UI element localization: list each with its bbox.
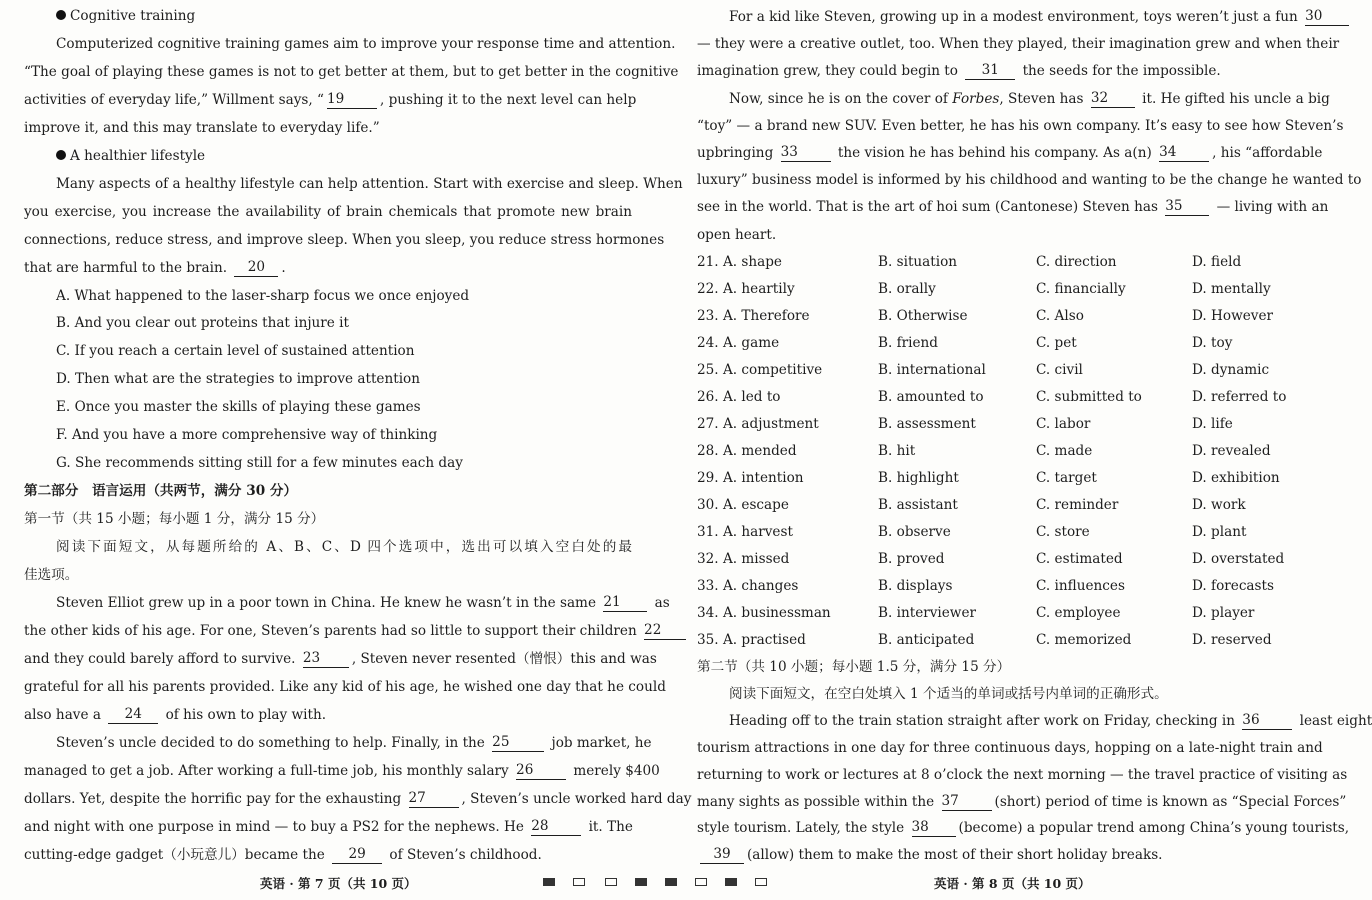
answer-blank: 28 xyxy=(531,817,581,836)
option-choice: B. hit xyxy=(878,443,916,459)
option-choice: D. player xyxy=(1192,605,1255,621)
option-choice: 21. A. shape xyxy=(697,254,782,270)
option-row xyxy=(697,249,1305,276)
option-row xyxy=(697,276,1305,303)
page-7 xyxy=(24,0,692,900)
option-choice: D. forecasts xyxy=(1192,578,1274,594)
option-choice: B. Otherwise xyxy=(878,308,968,324)
option-choice: B. assistant xyxy=(878,497,958,513)
answer-blank: 27 xyxy=(409,789,459,808)
text-line: many sights as possible within the 37 (short) period of time is known as “Special Forces” xyxy=(697,792,1347,810)
option-choice: D. revealed xyxy=(1192,443,1271,459)
option-choice: 31. A. harvest xyxy=(697,524,793,540)
option-choice: B. observe xyxy=(878,524,951,540)
page-indicator-square[interactable] xyxy=(695,878,707,886)
option-choice: 22. A. heartily xyxy=(697,281,795,297)
answer-blank: 31 xyxy=(965,61,1015,80)
answer-blank: 37 xyxy=(942,792,992,811)
text-line: Heading off to the train station straight after work on Friday, checking in 36 least eight xyxy=(729,711,1372,729)
option-choice: B. international xyxy=(878,362,986,378)
option-line: G. She recommends sitting still for a few minutes each day xyxy=(56,455,463,472)
option-choice: C. target xyxy=(1036,470,1097,486)
option-row xyxy=(697,411,1305,438)
text-line: imagination grew, they could begin to 31 the seeds for the impossible. xyxy=(697,62,1221,80)
answer-blank: 35 xyxy=(1165,197,1209,216)
option-choice: B. displays xyxy=(878,578,953,594)
option-choice: B. situation xyxy=(878,254,958,270)
text-line: also have a 24 of his own to play with. xyxy=(24,705,327,723)
option-row xyxy=(697,357,1305,384)
text-line: connections, reduce stress, and improve sleep. When you sleep, you reduce stress hormones xyxy=(24,231,665,248)
answer-blank: 24 xyxy=(108,705,158,724)
page-8 xyxy=(697,0,1372,900)
text-line: you exercise, you increase the availability of brain chemicals that promote new brain xyxy=(24,203,632,220)
option-row xyxy=(697,546,1305,573)
option-choice: D. reserved xyxy=(1192,632,1272,648)
option-choice: C. store xyxy=(1036,524,1090,540)
answer-blank: 25 xyxy=(492,733,544,752)
page-indicator-square[interactable] xyxy=(755,878,767,886)
text-line: managed to get a job. After working a full-time job, his monthly salary 26 merely $400 xyxy=(24,761,660,779)
text-line: see in the world. That is the art of hoi sum (Cantonese) Steven has 35 — living with an xyxy=(697,198,1329,216)
option-choice: 23. A. Therefore xyxy=(697,308,810,324)
text-line: cutting-edge gadget（小玩意儿）became the 29 of Steven’s childhood. xyxy=(24,845,542,863)
option-row xyxy=(697,627,1305,654)
text-line: grateful for all his parents provided. Like any kid of his age, he wished one day that he could xyxy=(24,678,666,695)
text-line: Many aspects of a healthy lifestyle can help attention. Start with exercise and sleep. When xyxy=(56,175,683,192)
option-choice: 28. A. mended xyxy=(697,443,797,459)
option-choice: C. memorized xyxy=(1036,632,1132,648)
text-line: 阅读下面短文，在空白处填入 1 个适当的单词或括号内单词的正确形式。 xyxy=(729,685,1168,702)
option-row xyxy=(697,519,1305,546)
option-choice: B. proved xyxy=(878,551,945,567)
text-line: Steven’s uncle decided to do something to help. Finally, in the 25 job market, he xyxy=(56,733,652,751)
answer-blank: 38 xyxy=(912,818,956,837)
bullet-icon xyxy=(56,150,66,160)
text-line: open heart. xyxy=(697,226,777,243)
option-choice: D. toy xyxy=(1192,335,1233,351)
option-choice: D. dynamic xyxy=(1192,362,1270,378)
text-line: the other kids of his age. For one, Steven’s parents had so little to support their children 22 xyxy=(24,618,632,645)
text-line: style tourism. Lately, the style 38 (become) a popular trend among China’s young tourists, xyxy=(697,819,1350,837)
text-line: For a kid like Steven, growing up in a modest environment, toys weren’t just a fun 30 xyxy=(697,4,1305,31)
option-choice: D. overstated xyxy=(1192,551,1285,567)
text-line: and they could barely afford to survive. 23 , Steven never resented（憎恨）this and was xyxy=(24,649,657,667)
page-indicator-square[interactable] xyxy=(665,878,677,886)
option-choice: C. financially xyxy=(1036,281,1126,297)
option-row xyxy=(697,600,1305,627)
option-row xyxy=(697,384,1305,411)
option-choice: C. labor xyxy=(1036,416,1091,432)
text-line: 佳选项。 xyxy=(24,567,79,583)
option-choice: 29. A. intention xyxy=(697,470,804,486)
option-row xyxy=(697,573,1305,600)
page-indicator-square[interactable] xyxy=(635,878,647,886)
option-line: D. Then what are the strategies to improve attention xyxy=(56,371,420,388)
option-choice: 35. A. practised xyxy=(697,632,806,648)
option-choice: D. life xyxy=(1192,416,1233,432)
option-line: A. What happened to the laser-sharp focus we once enjoyed xyxy=(56,287,470,304)
option-line: B. And you clear out proteins that injure it xyxy=(56,315,349,332)
section-heading: Cognitive training xyxy=(24,3,632,30)
text-line: upbringing 33 the vision he has behind his company. As a(n) 34 , his “affordable xyxy=(697,144,1323,161)
text-line: and night with one purpose in mind — to buy a PS2 for the nephews. He 28 it. The xyxy=(24,817,633,835)
option-choice: C. reminder xyxy=(1036,497,1119,513)
page-7-footer: 英语 · 第 7 页（共 10 页） xyxy=(260,876,417,891)
page-indicator-square[interactable] xyxy=(725,878,737,886)
option-row xyxy=(697,465,1305,492)
option-choice: 32. A. missed xyxy=(697,551,790,567)
option-choice: C. influences xyxy=(1036,578,1125,594)
option-choice: B. amounted to xyxy=(878,389,984,405)
answer-blank: 20 xyxy=(234,258,278,277)
option-choice: C. Also xyxy=(1036,308,1084,324)
option-choice: D. mentally xyxy=(1192,281,1271,297)
text-line: luxury” business model is informed by his childhood and wanting to be the change he wanted to xyxy=(697,172,1362,189)
text-line: improve it, and this may translate to everyday life.” xyxy=(24,119,380,136)
option-row xyxy=(697,438,1305,465)
answer-blank: 30 xyxy=(1305,7,1349,26)
answer-blank: 21 xyxy=(603,593,647,612)
option-choice: 34. A. businessman xyxy=(697,605,831,621)
answer-blank: 29 xyxy=(332,845,382,864)
answer-blank: 33 xyxy=(781,143,831,162)
page-indicator-square[interactable] xyxy=(573,878,585,886)
answer-blank: 34 xyxy=(1159,143,1209,162)
option-choice: C. employee xyxy=(1036,605,1121,621)
option-choice: C. estimated xyxy=(1036,551,1123,567)
option-choice: C. submitted to xyxy=(1036,389,1142,405)
option-choice: D. However xyxy=(1192,308,1273,324)
option-choice: 27. A. adjustment xyxy=(697,416,819,432)
answer-blank: 19 xyxy=(327,90,377,109)
option-row xyxy=(697,492,1305,519)
option-choice: B. friend xyxy=(878,335,939,351)
option-choice: B. orally xyxy=(878,281,936,297)
text-line: Steven Elliot grew up in a poor town in China. He knew he wasn’t in the same 21 as xyxy=(56,593,670,611)
section-heading: A healthier lifestyle xyxy=(24,143,632,170)
option-line: F. And you have a more comprehensive way of thinking xyxy=(56,427,438,444)
option-choice: B. interviewer xyxy=(878,605,976,621)
option-choice: C. pet xyxy=(1036,335,1077,351)
text-line: 39 (allow) them to make the most of their short holiday breaks. xyxy=(697,842,1305,869)
text-line: 第一节（共 15 小题；每小题 1 分，满分 15 分） xyxy=(24,511,325,528)
option-choice: C. civil xyxy=(1036,362,1083,378)
page-indicator-square[interactable] xyxy=(543,878,555,886)
option-choice: D. plant xyxy=(1192,524,1247,540)
option-row xyxy=(697,303,1305,330)
answer-blank: 36 xyxy=(1242,711,1292,730)
option-choice: 24. A. game xyxy=(697,335,780,351)
text-line: Computerized cognitive training games aim to improve your response time and attention. xyxy=(56,35,676,52)
option-choice: C. direction xyxy=(1036,254,1117,270)
page-indicator-square[interactable] xyxy=(605,878,617,886)
option-choice: C. made xyxy=(1036,443,1093,459)
option-line: E. Once you master the skills of playing these games xyxy=(56,399,421,416)
bullet-icon xyxy=(56,10,66,20)
option-choice: 26. A. led to xyxy=(697,389,781,405)
option-choice: D. field xyxy=(1192,254,1242,270)
answer-blank: 39 xyxy=(700,845,744,864)
answer-blank: 22 xyxy=(644,621,686,640)
text-line: 第二节（共 10 小题；每小题 1.5 分，满分 15 分） xyxy=(697,659,1011,675)
option-choice: 25. A. competitive xyxy=(697,362,823,378)
option-choice: 30. A. escape xyxy=(697,497,789,513)
text-line: — they were a creative outlet, too. When they played, their imagination grew and when their xyxy=(697,36,1340,53)
option-choice: B. assessment xyxy=(878,416,976,432)
text-line: activities of everyday life,” Willment says, “ 19 , pushing it to the next level can help xyxy=(24,90,637,108)
option-line: C. If you reach a certain level of sustained attention xyxy=(56,343,415,360)
text-line: 阅读下面短文，从每题所给的 A、B、C、D 四个选项中，选出可以填入空白处的最 xyxy=(56,539,632,556)
text-line: that are harmful to the brain. 20 . xyxy=(24,258,286,276)
text-line: “toy” — a brand new SUV. Even better, he has his own company. It’s easy to see how Steven’s xyxy=(697,117,1344,134)
option-choice: B. anticipated xyxy=(878,632,975,648)
text-line: tourism attractions in one day for three continuous days, hopping on a late-night train and xyxy=(697,739,1323,756)
option-choice: D. exhibition xyxy=(1192,470,1280,486)
option-choice: D. referred to xyxy=(1192,389,1287,405)
answer-blank: 23 xyxy=(303,649,349,668)
answer-blank: 26 xyxy=(516,761,566,780)
text-line: Now, since he is on the cover of Forbes, Steven has 32 it. He gifted his uncle a big xyxy=(729,89,1330,107)
answer-blank: 32 xyxy=(1091,89,1135,108)
part-heading: 第二部分 语言运用（共两节，满分 30 分） xyxy=(24,483,298,500)
text-line: “The goal of playing these games is not to get better at them, but to get better in the cognitive xyxy=(24,63,679,80)
option-choice: B. highlight xyxy=(878,470,959,486)
page-8-footer: 英语 · 第 8 页（共 10 页） xyxy=(934,876,1091,891)
option-choice: D. work xyxy=(1192,497,1246,513)
text-line: returning to work or lectures at 8 o’clock the next morning — the travel practice of visiting as xyxy=(697,766,1348,783)
text-line: dollars. Yet, despite the horrific pay for the exhausting 27 , Steven’s uncle worked hard day xyxy=(24,789,692,807)
option-row xyxy=(697,330,1305,357)
option-choice: 33. A. changes xyxy=(697,578,799,594)
